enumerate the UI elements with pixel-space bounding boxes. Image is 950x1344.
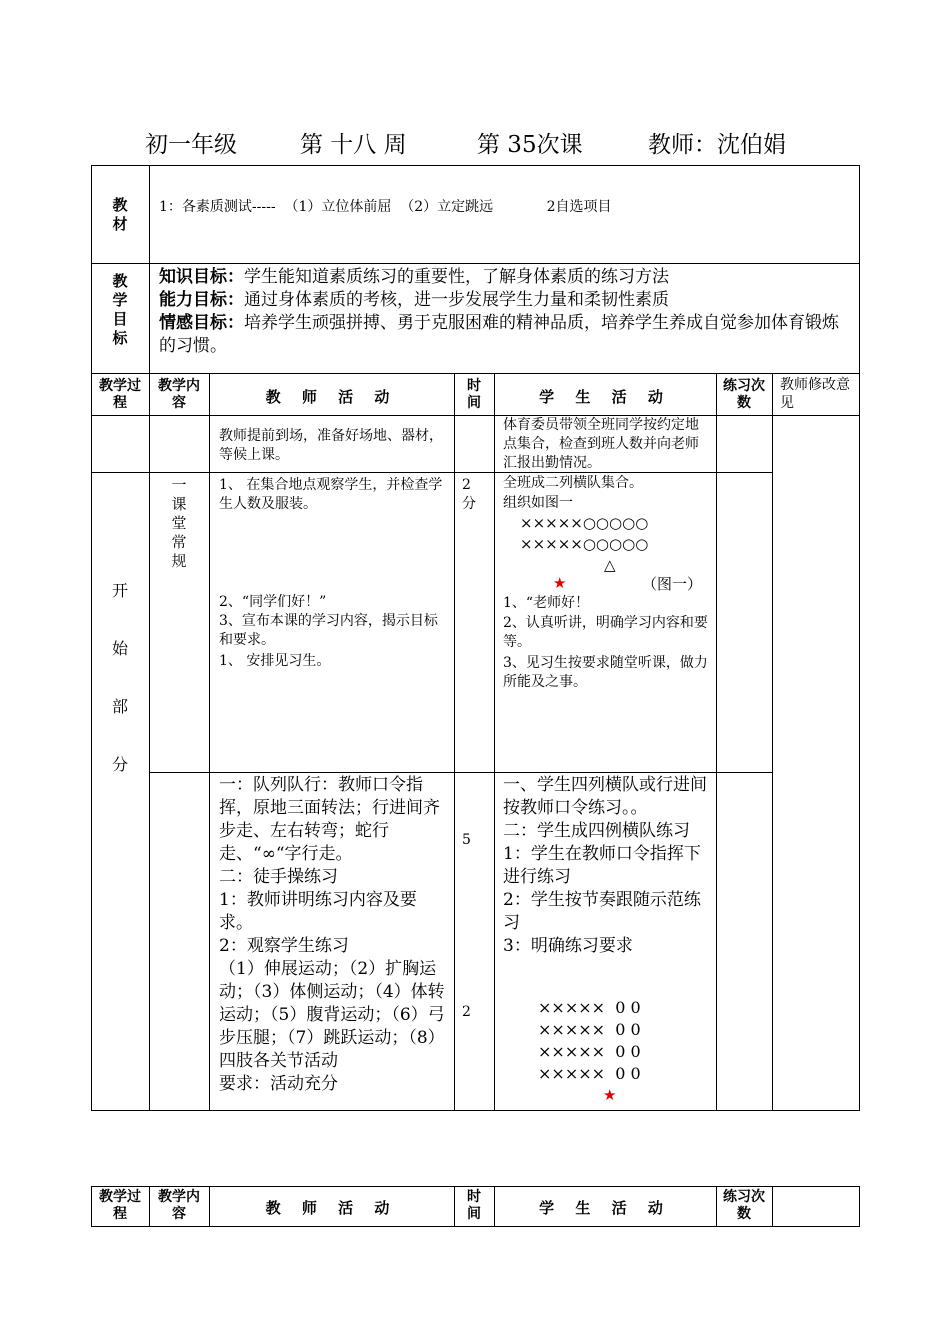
- page-title: [0, 126, 950, 158]
- start-student-3: 1、“老师好！: [503, 595, 590, 611]
- start-teacher-2: 2、“同学们好！”: [219, 594, 327, 610]
- header2-content: 教学内容: [158, 1189, 200, 1222]
- title-teacher: 教师：沈伯娟: [648, 132, 786, 158]
- header2-process: 教学过程: [99, 1189, 141, 1222]
- header-teacher-activity: 教 师 活 动: [265, 388, 398, 406]
- emotion-goal: 培养学生顽强拼搏、勇于克服困难的精神品质，培养学生养成自觉参加体育锻炼的习惯。: [159, 313, 839, 356]
- pre-teacher-activity: 教师提前到场，准备好场地、器材，等候上课。: [219, 428, 443, 463]
- teacher-triangle: △: [604, 556, 616, 574]
- start-teacher-1: 1、 在集合地点观察学生，并检查学生人数及服装。: [219, 477, 443, 512]
- drill-star-icon: ★: [603, 1086, 617, 1104]
- header-revision: 教师修改意见: [780, 377, 850, 411]
- knowledge-label: 知识目标：: [159, 267, 244, 287]
- ability-label: 能力目标：: [159, 290, 244, 310]
- knowledge-goal: 学生能知道素质练习的重要性，了解身体素质的练习方法: [244, 267, 669, 287]
- header2-student-activity: 学 生 活 动: [539, 1199, 671, 1217]
- header2-time: 时间: [467, 1189, 481, 1222]
- header-process: 教学过程: [99, 378, 141, 411]
- star-icon: ★: [553, 574, 567, 592]
- start-student-2: 组织如图一: [503, 495, 573, 511]
- title-week: 第 十八 周: [300, 132, 407, 158]
- start-student-4: 2、认真听讲，明确学习内容和要等。: [503, 615, 708, 650]
- header-time: 时间: [467, 378, 481, 411]
- drill-formation-2: ××××× 0 0: [538, 1020, 641, 1039]
- formation-row-2: ×××××○○○○○: [520, 535, 649, 553]
- header-practice: 练习次数: [723, 378, 765, 411]
- figure-label: （图一）: [642, 575, 703, 593]
- goals-label: 教学目标: [112, 272, 128, 347]
- drill-formation-4: ××××× 0 0: [538, 1064, 641, 1083]
- title-lesson: 第 35次课: [477, 132, 583, 158]
- formation-row-1: ×××××○○○○○: [520, 514, 649, 532]
- header2-teacher-activity: 教 师 活 动: [265, 1199, 398, 1217]
- emotion-label: 情感目标：: [159, 313, 244, 333]
- start-teacher-4: 1、 安排见习生。: [219, 653, 331, 669]
- start-time: 2分: [462, 477, 476, 512]
- goals-text: [159, 266, 854, 358]
- section-start-text: 开始部分: [111, 581, 128, 774]
- material-text: 1：各素质测试----- （1）立位体前屈 （2）立定跳远 2自选项目: [159, 199, 612, 215]
- ability-goal: 通过身体素质的考核，进一步发展学生力量和柔韧性素质: [244, 290, 669, 310]
- section-start-label: [111, 562, 129, 794]
- start-student-1: 全班成二列横队集合。: [503, 475, 643, 491]
- drill-student-activity: 一、学生四列横队或行进间按教师口令练习。。 二：学生成四例横队练习 1：学生在教师口令指挥下进行练习 2：学生按节奏跟随示范练习 3：明确练习要求: [503, 775, 707, 956]
- drill-time-2: 2: [462, 1004, 471, 1020]
- drill-formation-1: ××××× 0 0: [538, 998, 641, 1017]
- routine-content: 一课堂常规: [171, 476, 187, 570]
- header-content: 教学内容: [158, 378, 200, 411]
- header-student-activity: 学 生 活 动: [539, 388, 671, 406]
- start-teacher-3: 3、宣布本课的学习内容，揭示目标和要求。: [219, 613, 438, 648]
- drill-time-1: 5: [462, 832, 471, 848]
- material-label: 教材: [112, 196, 128, 233]
- drill-teacher-activity: 一：队列队行：教师口令指挥，原地三面转法；行进间齐步走、左右转弯；蛇行走、“∞“字行走。 二：徒手操练习 1：教师讲明练习内容及要求。 2：观察学生练习 （1）伸展运动；（2）扩胸运动；（3）体侧运动；（4）体转运动；（5）腹背运动；（6）弓步压腿；（7）跳跃运动；（8）四肢各关节活动 要求：活动充分: [219, 775, 445, 1094]
- drill-formation-3: ××××× 0 0: [538, 1042, 641, 1061]
- title-grade: 初一年级: [145, 132, 237, 158]
- header2-practice: 练习次数: [723, 1189, 765, 1222]
- start-student-5: 3、见习生按要求随堂听课，做力所能及之事。: [503, 655, 708, 690]
- pre-student-activity: 体育委员带领全班同学按约定地点集合，检查到班人数并向老师汇报出勤情况。: [503, 417, 699, 471]
